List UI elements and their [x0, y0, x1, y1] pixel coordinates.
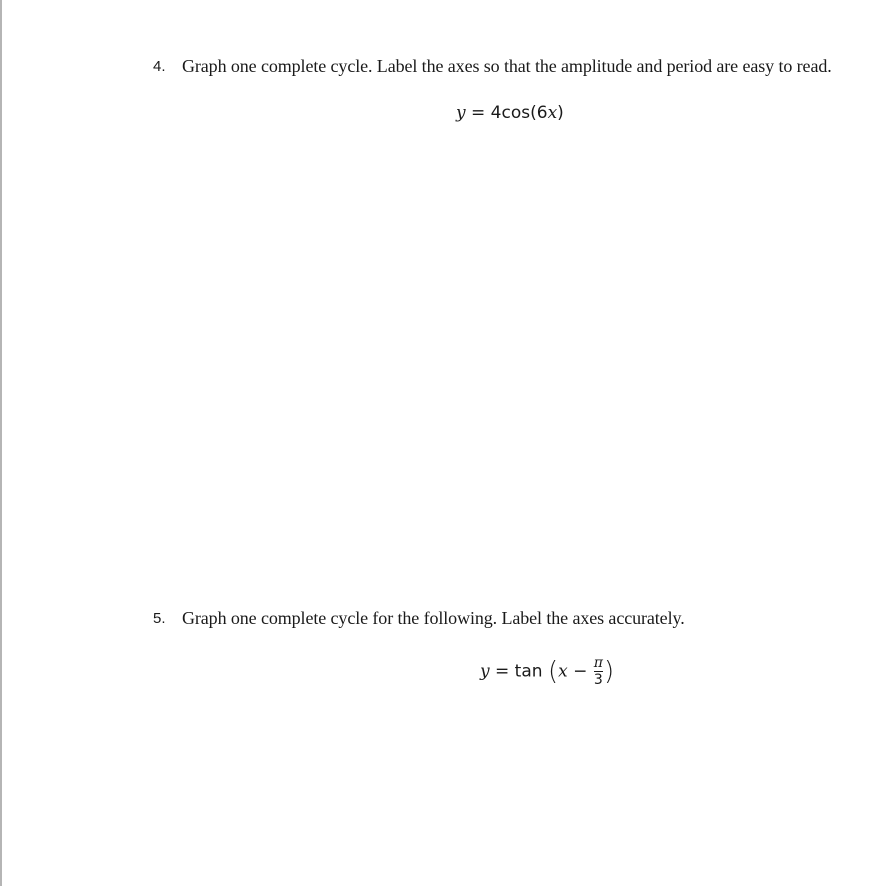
- problem-5-equation: [480, 656, 614, 687]
- fraction: [594, 656, 603, 687]
- coefficient: 4: [490, 103, 502, 123]
- page-left-border: [0, 0, 2, 886]
- argument-variable: x: [547, 103, 558, 123]
- close-paren: ): [557, 103, 564, 123]
- fraction-numerator: π: [593, 655, 603, 671]
- open-paren: (: [530, 103, 537, 123]
- fraction-denominator: 3: [593, 672, 603, 688]
- close-paren: ): [603, 656, 615, 687]
- function-name: tan: [514, 661, 543, 682]
- problem-5-text: Graph one complete cycle for the following. Label the axes accurately.: [182, 608, 685, 628]
- argument-coefficient: 6: [536, 103, 548, 123]
- minus-sign: −: [573, 661, 588, 682]
- open-paren: (: [547, 656, 559, 687]
- problem-4-text: Graph one complete cycle. Label the axes so that the amplitude and period are easy to read.: [182, 56, 832, 76]
- equals-sign: =: [495, 661, 510, 682]
- problem-4-number: 4.: [153, 58, 166, 75]
- equals-sign: =: [471, 103, 486, 123]
- variable: x: [558, 661, 568, 682]
- problem-5-number: 5.: [153, 610, 166, 627]
- equation-lhs: y: [480, 661, 490, 682]
- equation-lhs: y: [456, 103, 466, 123]
- problem-4-equation: [456, 103, 564, 123]
- function-name: cos: [501, 103, 531, 123]
